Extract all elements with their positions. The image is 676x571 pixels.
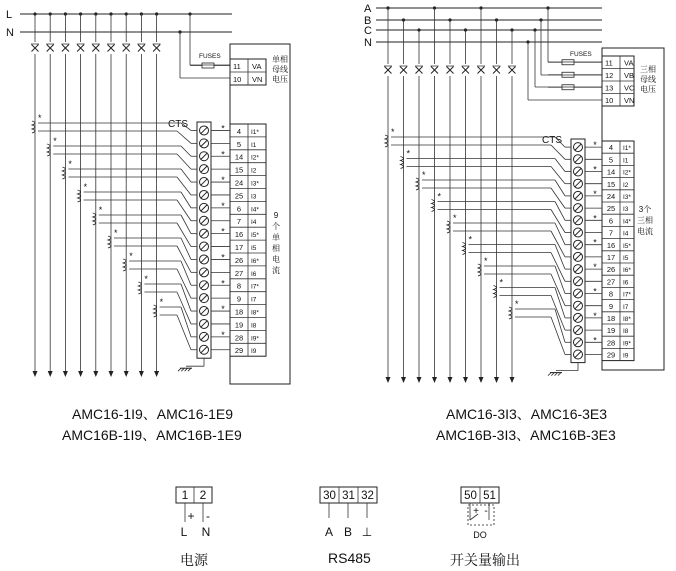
right-terminal-polarity-mark-3: *: [593, 213, 597, 224]
left-strip-screw-13: [200, 294, 209, 303]
left-ct-lead-bot-bend-0: [177, 131, 191, 143]
right-ct-lead-bot-bend-2: [551, 188, 565, 208]
left-breaker-3: [77, 44, 85, 52]
right-load-arrow-5: [463, 377, 468, 383]
left-current-terminal-num-17: 29: [234, 346, 244, 356]
left-current-terminal-num-14: 18: [234, 307, 244, 317]
left-terminal-polarity-mark-2: *: [221, 175, 225, 186]
left-voltage-terminal-sig-1: VN: [252, 75, 263, 84]
left-current-terminal-sig-14: I8*: [251, 309, 259, 317]
left-current-desc-2: 单: [272, 233, 280, 242]
left-strip-screw-9: [200, 242, 209, 251]
right-ground-symbol: [548, 373, 562, 376]
left-load-arrow-5: [109, 371, 114, 377]
left-current-terminal-num-0: 4: [236, 126, 242, 136]
left-ct-lead-bot-bend-8: [177, 315, 191, 350]
left-current-transformer-8: [154, 305, 157, 317]
left-load-arrow-7: [139, 371, 144, 377]
left-terminal-polarity-mark-6: *: [221, 278, 225, 289]
right-bus-label-3: N: [364, 37, 372, 49]
left-current-terminal-sig-2: I2*: [251, 154, 259, 162]
right-strip-screw-17: [574, 350, 583, 359]
right-diagram: [364, 3, 664, 383]
right-strip-screw-11: [574, 277, 583, 286]
left-strip-screw-12: [200, 281, 209, 290]
right-voltage-desc-0: 三相: [640, 65, 656, 74]
right-current-terminal-sig-9: I5: [623, 255, 629, 262]
rs485-pin-b: B: [343, 525, 353, 539]
right-current-terminal-num-13: 9: [608, 301, 614, 311]
do-output-box: [468, 505, 494, 525]
left-strip-screw-6: [200, 203, 209, 212]
right-strip-screw-0: [574, 143, 583, 152]
left-current-desc-0: 9: [273, 211, 279, 220]
left-bus-label-1: N: [6, 27, 14, 39]
right-terminal-polarity-mark-5: *: [593, 262, 597, 273]
left-strip-screw-14: [200, 307, 209, 316]
left-load-arrow-0: [33, 371, 38, 377]
right-current-terminal-num-0: 4: [608, 143, 614, 153]
right-breaker-5: [462, 66, 470, 74]
left-strip-screw-2: [200, 152, 209, 161]
right-current-transformer-5: [463, 243, 466, 255]
left-load-arrow-6: [124, 371, 129, 377]
right-model-line-2: AMC16B-3I3、AMC16B-3E3: [436, 427, 616, 443]
left-current-terminal-num-12: 8: [236, 281, 242, 291]
right-ct-polarity-mark-0: *: [391, 127, 395, 137]
left-current-terminal-num-16: 28: [234, 333, 244, 343]
left-current-transformer-6: [123, 259, 126, 271]
left-ct-lead-bot-bend-3: [177, 200, 191, 221]
left-load-arrow-2: [63, 371, 68, 377]
right-current-transformer-0: [385, 135, 388, 147]
right-current-terminal-sig-17: I9: [623, 352, 629, 360]
rs485-caption: RS485: [328, 550, 371, 566]
left-ct-polarity-mark-7: *: [144, 274, 148, 284]
right-current-terminal-num-6: 6: [608, 216, 614, 226]
left-current-terminal-sig-15: I8: [251, 322, 257, 330]
left-ground-symbol: [178, 368, 192, 371]
left-strip-screw-10: [200, 255, 209, 264]
right-voltage-terminal-num-2: 13: [605, 83, 614, 93]
left-current-terminal-sig-13: I7: [251, 296, 257, 304]
right-load-arrow-6: [479, 377, 484, 383]
left-ct-lead-top-bend-3: [181, 192, 191, 208]
right-current-terminal-sig-4: I3*: [623, 194, 631, 201]
right-ct-polarity-mark-8: *: [515, 299, 519, 309]
right-current-desc-1: 三相: [637, 216, 653, 225]
do-terminal-0: 50: [464, 490, 477, 502]
right-strip-screw-2: [574, 167, 583, 176]
left-ct-polarity-mark-2: *: [68, 159, 72, 169]
left-current-terminal-sig-16: I9*: [251, 335, 259, 343]
left-load-arrow-8: [154, 371, 159, 377]
right-ct-polarity-mark-3: *: [437, 191, 442, 202]
right-load-arrow-4: [448, 377, 453, 383]
left-current-desc-1: 个: [272, 222, 280, 231]
right-current-desc-2: 电流: [637, 227, 653, 236]
power-polarity-0: +: [187, 509, 195, 523]
left-strip-screw-11: [200, 268, 209, 277]
right-current-terminal-num-1: 5: [608, 155, 614, 165]
right-current-terminal-num-16: 28: [606, 338, 616, 348]
left-terminal-polarity-mark-3: *: [221, 200, 225, 211]
left-current-terminal-num-15: 19: [234, 320, 244, 330]
right-terminal-polarity-mark-4: *: [593, 237, 597, 248]
right-terminal-polarity-mark-8: *: [593, 335, 597, 346]
left-current-terminal-sig-5: I3: [251, 193, 257, 201]
left-voltage-terminal-num-1: 10: [233, 75, 242, 84]
left-voltage-desc-2: 电压: [272, 75, 288, 84]
right-cts-label: CTS: [542, 135, 562, 146]
left-current-terminal-sig-17: I9: [251, 348, 257, 356]
right-breaker-8: [508, 66, 516, 74]
right-current-terminal-num-8: 16: [606, 240, 616, 250]
right-voltage-terminal-sig-0: VA: [624, 58, 634, 68]
left-current-terminal-num-5: 25: [234, 191, 244, 201]
left-current-terminal-num-2: 14: [234, 152, 244, 162]
right-current-terminal-sig-13: I7: [623, 303, 629, 311]
right-current-terminal-sig-1: I1: [623, 157, 629, 165]
right-current-terminal-num-12: 8: [608, 289, 614, 299]
left-current-terminal-num-13: 9: [236, 294, 242, 304]
power-caption: 电源: [180, 552, 208, 568]
right-current-terminal-sig-12: I7*: [623, 291, 631, 299]
right-breaker-3: [431, 66, 439, 74]
left-current-desc-3: 相: [272, 244, 280, 253]
rs485-pin-a: A: [324, 525, 334, 539]
right-voltage-terminal-sig-2: VC: [624, 83, 635, 93]
left-ct-lead-bot-bend-4: [177, 223, 191, 247]
right-current-terminal-sig-10: I6*: [623, 267, 631, 275]
right-current-terminal-sig-14: I8*: [623, 316, 631, 323]
right-terminal-polarity-mark-1: *: [593, 164, 597, 175]
left-breaker-0: [31, 44, 39, 52]
right-voltage-terminal-sig-3: VN: [624, 96, 635, 105]
left-current-terminal-num-3: 15: [234, 165, 244, 175]
right-breaker-7: [493, 66, 501, 74]
left-current-terminal-num-9: 17: [234, 243, 244, 252]
left-ct-lead-bot-bend-1: [177, 154, 191, 169]
left-current-transformer-2: [62, 167, 65, 179]
do-caption: 开关量输出: [450, 552, 520, 568]
left-diagram: [6, 9, 290, 384]
left-terminal-polarity-mark-5: *: [221, 252, 225, 263]
left-current-transformer-0: [32, 121, 35, 133]
right-current-terminal-num-17: 29: [606, 350, 616, 360]
rs485-terminal-0: 30: [323, 490, 336, 502]
right-ct-polarity-mark-7: *: [499, 277, 504, 288]
right-strip-screw-6: [574, 216, 583, 225]
right-current-terminal-num-7: 7: [608, 228, 614, 238]
right-current-terminal-sig-7: I4: [623, 230, 629, 238]
right-load-arrow-2: [417, 377, 422, 383]
right-strip-screw-13: [574, 301, 583, 310]
right-current-terminal-sig-15: I8: [623, 328, 629, 336]
right-strip-screw-1: [574, 155, 583, 164]
left-bus-label-0: L: [6, 9, 13, 21]
right-current-terminal-num-10: 26: [606, 265, 616, 275]
left-current-desc-5: 流: [272, 266, 280, 275]
left-current-transformer-3: [78, 190, 81, 202]
left-strip-screw-0: [200, 126, 209, 135]
right-current-terminal-num-14: 18: [606, 314, 616, 323]
left-current-desc-4: 电: [272, 255, 280, 264]
right-strip-screw-15: [574, 326, 583, 335]
left-current-terminal-sig-1: I1: [251, 141, 257, 149]
right-current-transformer-2: [416, 178, 419, 190]
right-current-terminal-num-4: 24: [606, 192, 616, 201]
left-ct-lead-top-bend-4: [181, 215, 191, 234]
left-strip-screw-7: [200, 216, 209, 225]
left-terminal-polarity-mark-7: *: [221, 304, 225, 315]
left-ct-lead-top-bend-1: [181, 146, 191, 156]
power-polarity-1: -: [206, 509, 210, 523]
right-ct-polarity-mark-1: *: [406, 148, 411, 159]
left-ct-polarity-mark-3: *: [83, 182, 88, 192]
right-strip-screw-7: [574, 228, 583, 237]
left-current-transformer-7: [138, 282, 141, 294]
right-voltage-terminal-num-0: 11: [605, 58, 613, 68]
right-current-terminal-sig-16: I9*: [623, 340, 631, 348]
left-terminal-polarity-mark-4: *: [221, 226, 225, 237]
right-strip-screw-8: [574, 240, 583, 249]
right-voltage-terminal-sig-1: VB: [624, 71, 635, 80]
left-current-terminal-num-11: 27: [234, 268, 244, 278]
left-model-line-2: AMC16B-1I9、AMC16B-1E9: [62, 427, 242, 443]
right-ct-lead-bot-bend-5: [551, 253, 565, 282]
left-current-terminal-num-4: 24: [234, 178, 244, 188]
right-strip-screw-12: [574, 289, 583, 298]
right-load-arrow-7: [494, 377, 499, 383]
left-terminal-polarity-mark-8: *: [221, 329, 225, 340]
right-current-terminal-sig-6: I4*: [623, 218, 631, 226]
left-ct-lead-bot-bend-6: [177, 269, 191, 298]
left-current-terminal-sig-10: I6*: [251, 257, 259, 265]
left-current-terminal-sig-4: I3*: [251, 180, 259, 188]
right-load-arrow-1: [401, 377, 406, 383]
left-current-terminal-sig-3: I2: [251, 167, 257, 175]
right-current-terminal-sig-5: I3: [623, 206, 629, 214]
left-fuses-label: FUSES: [199, 53, 221, 60]
right-bus-label-2: C: [364, 25, 372, 37]
left-strip-screw-8: [200, 229, 209, 238]
right-current-transformer-4: [447, 221, 450, 233]
right-voltage-terminal-num-1: 12: [605, 71, 614, 80]
power-pin-1: N: [201, 525, 211, 539]
right-current-terminal-sig-8: I5*: [623, 242, 631, 250]
left-terminal-polarity-mark-0: *: [221, 123, 225, 134]
right-load-arrow-3: [432, 377, 437, 383]
left-current-terminal-sig-12: I7*: [251, 283, 259, 291]
right-load-arrow-8: [510, 377, 515, 383]
do-terminal-1: 51: [483, 490, 496, 502]
left-breaker-4: [92, 44, 100, 52]
right-ct-polarity-mark-4: *: [453, 213, 457, 223]
do-polarity-minus: -: [484, 506, 488, 517]
left-breaker-8: [153, 44, 161, 52]
right-terminal-polarity-mark-7: *: [593, 310, 597, 321]
right-ct-lead-bot-bend-4: [551, 231, 565, 257]
left-strip-screw-3: [200, 165, 209, 174]
right-strip-screw-16: [574, 338, 583, 347]
right-bus-label-1: B: [364, 15, 372, 27]
do-tag: DO: [473, 530, 487, 540]
right-strip-screw-9: [574, 252, 583, 261]
left-strip-screw-16: [200, 332, 209, 341]
right-breaker-0: [384, 66, 392, 74]
do-polarity-plus: +: [473, 506, 479, 517]
left-load-arrow-4: [93, 371, 98, 377]
left-current-terminal-sig-6: I4*: [251, 206, 259, 214]
right-current-terminal-sig-3: I2: [623, 181, 629, 189]
right-strip-screw-10: [574, 265, 583, 274]
right-ct-lead-bot-bend-0: [551, 145, 565, 159]
left-model-line-1: AMC16-1I9、AMC16-1E9: [72, 406, 234, 422]
left-terminal-polarity-mark-1: *: [221, 149, 225, 160]
left-voltage-terminal-num-0: 11: [233, 62, 241, 71]
rs485-pin-gnd: ⊥: [361, 525, 373, 539]
left-strip-screw-1: [200, 139, 209, 148]
left-ct-polarity-mark-1: *: [53, 136, 57, 146]
left-voltage-terminal-sig-0: VA: [252, 62, 262, 71]
left-breaker-7: [137, 44, 145, 52]
left-breaker-1: [46, 44, 54, 52]
left-current-terminal-num-7: 7: [236, 217, 242, 227]
right-current-terminal-num-5: 25: [606, 204, 616, 214]
right-strip-screw-14: [574, 313, 583, 322]
left-ct-lead-top-bend-6: [181, 261, 191, 285]
left-current-terminal-sig-8: I5*: [251, 232, 259, 240]
left-breaker-5: [107, 44, 115, 52]
left-current-transformer-1: [47, 144, 50, 156]
right-fuses-label: FUSES: [570, 51, 592, 58]
auxiliary-terminals: [176, 487, 499, 540]
right-terminal-polarity-mark-6: *: [593, 286, 597, 297]
right-current-terminal-num-15: 19: [606, 326, 616, 336]
power-terminal-0: 1: [181, 488, 189, 502]
right-voltage-desc-2: 电压: [640, 85, 656, 94]
left-load-arrow-3: [78, 371, 83, 377]
left-current-terminal-sig-0: I1*: [251, 128, 259, 136]
left-current-terminal-sig-9: I5: [251, 245, 257, 252]
left-voltage-desc-1: 母线: [272, 65, 288, 74]
left-current-transformer-4: [93, 213, 96, 225]
left-breaker-6: [122, 44, 130, 52]
power-terminal-1: 2: [199, 488, 207, 502]
right-breaker-1: [400, 66, 408, 74]
left-ct-polarity-mark-5: *: [114, 228, 118, 238]
left-current-terminal-num-10: 26: [234, 255, 244, 265]
right-breaker-4: [446, 66, 454, 74]
right-current-terminal-num-11: 27: [606, 277, 616, 287]
left-ct-lead-top-bend-8: [181, 307, 191, 337]
left-current-terminal-num-1: 5: [236, 139, 242, 149]
right-load-arrow-0: [386, 377, 391, 383]
right-current-terminal-num-9: 17: [606, 253, 616, 262]
left-breaker-2: [61, 44, 69, 52]
left-strip-screw-17: [200, 345, 209, 354]
left-current-transformer-5: [108, 236, 111, 248]
right-bus-label-0: A: [364, 3, 372, 15]
right-current-transformer-8: [509, 307, 512, 319]
right-strip-screw-5: [574, 204, 583, 213]
right-terminal-polarity-mark-2: *: [593, 188, 597, 199]
left-current-terminal-num-8: 16: [234, 230, 244, 240]
right-ct-polarity-mark-5: *: [468, 234, 473, 245]
right-ct-polarity-mark-6: *: [484, 256, 488, 266]
right-voltage-terminal-num-3: 10: [605, 96, 614, 105]
left-voltage-desc-0: 单相: [272, 55, 288, 64]
right-strip-screw-3: [574, 179, 583, 188]
right-breaker-2: [415, 66, 423, 74]
right-breaker-6: [477, 66, 485, 74]
left-current-terminal-sig-11: I6: [251, 270, 257, 278]
left-current-terminal-sig-7: I4: [251, 219, 257, 227]
right-ct-polarity-mark-2: *: [422, 170, 426, 180]
right-ct-lead-top-bend-1: [555, 159, 565, 172]
right-current-terminal-sig-2: I2*: [623, 169, 631, 177]
right-model-line-1: AMC16-3I3、AMC16-3E3: [446, 406, 608, 422]
right-terminal-polarity-mark-0: *: [593, 140, 597, 151]
right-current-transformer-3: [432, 200, 435, 212]
left-cts-label: CTS: [168, 119, 188, 130]
right-current-transformer-7: [494, 286, 497, 298]
right-current-terminal-sig-0: I1*: [623, 145, 631, 153]
rs485-terminal-2: 32: [361, 490, 374, 502]
right-voltage-desc-1: 母线: [640, 75, 656, 84]
left-load-arrow-1: [48, 371, 53, 377]
right-ct-lead-top-bend-3: [555, 202, 565, 221]
left-ct-polarity-mark-0: *: [38, 113, 42, 123]
right-current-terminal-sig-11: I6: [623, 279, 629, 287]
right-current-desc-0: 3个: [638, 205, 652, 214]
rs485-terminal-1: 31: [342, 490, 355, 502]
right-strip-screw-4: [574, 191, 583, 200]
left-current-terminal-num-6: 6: [236, 204, 242, 214]
left-strip-screw-5: [200, 190, 209, 199]
right-current-terminal-num-2: 14: [606, 167, 616, 177]
right-current-transformer-6: [478, 264, 481, 276]
power-pin-0: L: [180, 525, 188, 539]
left-strip-screw-4: [200, 178, 209, 187]
right-current-terminal-num-3: 15: [606, 179, 616, 189]
left-fuse-0: [202, 63, 214, 68]
left-ct-lead-top-bend-2: [181, 169, 191, 182]
left-ct-polarity-mark-8: *: [159, 297, 164, 307]
left-ct-polarity-mark-4: *: [98, 205, 103, 215]
right-current-transformer-1: [401, 157, 404, 169]
left-strip-screw-15: [200, 319, 209, 328]
left-ct-polarity-mark-6: *: [129, 251, 133, 261]
